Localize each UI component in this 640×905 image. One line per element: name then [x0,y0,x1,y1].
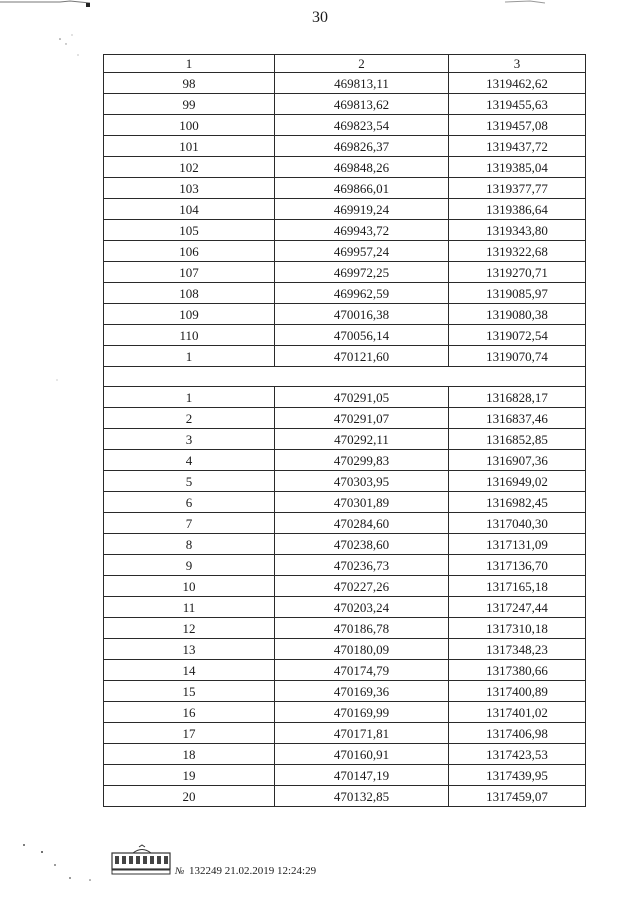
table-row [104,73,586,94]
x-coordinate-cell: 469848,26 [275,157,449,178]
header-cell: 2 [275,55,449,73]
registration-stamp-text: 132249 21.02.2019 12:24:29 [189,865,317,877]
point-number-cell: 106 [104,241,275,262]
table-row [104,304,586,325]
table-row [104,702,586,723]
x-coordinate-cell: 469866,01 [275,178,449,199]
table-row [104,576,586,597]
y-coordinate-cell: 1319377,77 [449,178,586,199]
table-row [104,262,586,283]
table-row [104,429,586,450]
y-coordinate-cell: 1319270,71 [449,262,586,283]
x-coordinate-cell: 469957,24 [275,241,449,262]
y-coordinate-cell: 1316982,45 [449,492,586,513]
table-header-row [104,55,586,73]
point-number-cell: 10 [104,576,275,597]
y-coordinate-cell: 1319080,38 [449,304,586,325]
table-row [104,325,586,346]
point-number-cell: 7 [104,513,275,534]
x-coordinate-cell: 470180,09 [275,639,449,660]
x-coordinate-cell: 470292,11 [275,429,449,450]
section-separator-cell [104,367,586,387]
y-coordinate-cell: 1319070,74 [449,346,586,367]
point-number-cell: 1 [104,387,275,408]
point-number-cell: 110 [104,325,275,346]
x-coordinate-cell: 470203,24 [275,597,449,618]
y-coordinate-cell: 1317165,18 [449,576,586,597]
registration-number-sign: № [175,866,185,877]
point-number-cell: 19 [104,765,275,786]
table-row [104,136,586,157]
y-coordinate-cell: 1319455,63 [449,94,586,115]
x-coordinate-cell: 469919,24 [275,199,449,220]
y-coordinate-cell: 1317423,53 [449,744,586,765]
table-row [104,408,586,429]
y-coordinate-cell: 1317131,09 [449,534,586,555]
point-number-cell: 107 [104,262,275,283]
table-row [104,618,586,639]
x-coordinate-cell: 469813,62 [275,94,449,115]
y-coordinate-cell: 1317459,07 [449,786,586,807]
y-coordinate-cell: 1319085,97 [449,283,586,304]
table-row [104,94,586,115]
point-number-cell: 8 [104,534,275,555]
header-cell: 3 [449,55,586,73]
x-coordinate-cell: 470147,19 [275,765,449,786]
point-number-cell: 14 [104,660,275,681]
table-row [104,681,586,702]
x-coordinate-cell: 470291,07 [275,408,449,429]
y-coordinate-cell: 1317401,02 [449,702,586,723]
table-row [104,115,586,136]
point-number-cell: 16 [104,702,275,723]
x-coordinate-cell: 470169,36 [275,681,449,702]
x-coordinate-cell: 470238,60 [275,534,449,555]
y-coordinate-cell: 1319385,04 [449,157,586,178]
x-coordinate-cell: 469826,37 [275,136,449,157]
point-number-cell: 15 [104,681,275,702]
footer [0,838,640,898]
table-row [104,346,586,367]
table-row [104,157,586,178]
table-row [104,597,586,618]
point-number-cell: 102 [104,157,275,178]
table-row [104,450,586,471]
x-coordinate-cell: 470303,95 [275,471,449,492]
x-coordinate-cell: 470160,91 [275,744,449,765]
point-number-cell: 6 [104,492,275,513]
y-coordinate-cell: 1317348,23 [449,639,586,660]
point-number-cell: 13 [104,639,275,660]
point-number-cell: 99 [104,94,275,115]
table-row [104,241,586,262]
header-cell: 1 [104,55,275,73]
x-coordinate-cell: 470016,38 [275,304,449,325]
x-coordinate-cell: 469823,54 [275,115,449,136]
point-number-cell: 104 [104,199,275,220]
y-coordinate-cell: 1319322,68 [449,241,586,262]
table-row [104,387,586,408]
table-row [104,513,586,534]
x-coordinate-cell: 470121,60 [275,346,449,367]
y-coordinate-cell: 1317136,70 [449,555,586,576]
table-row [104,471,586,492]
y-coordinate-cell: 1317406,98 [449,723,586,744]
point-number-cell: 2 [104,408,275,429]
y-coordinate-cell: 1317400,89 [449,681,586,702]
x-coordinate-cell: 469962,59 [275,283,449,304]
point-number-cell: 12 [104,618,275,639]
x-coordinate-cell: 470056,14 [275,325,449,346]
x-coordinate-cell: 470301,89 [275,492,449,513]
y-coordinate-cell: 1317310,18 [449,618,586,639]
y-coordinate-cell: 1319343,80 [449,220,586,241]
coordinates-table [103,54,586,807]
point-number-cell: 109 [104,304,275,325]
table-row [104,723,586,744]
y-coordinate-cell: 1316907,36 [449,450,586,471]
y-coordinate-cell: 1317247,44 [449,597,586,618]
x-coordinate-cell: 470291,05 [275,387,449,408]
table-row [104,220,586,241]
x-coordinate-cell: 470284,60 [275,513,449,534]
y-coordinate-cell: 1316828,17 [449,387,586,408]
point-number-cell: 98 [104,73,275,94]
building-stamp-icon [111,844,171,876]
point-number-cell: 17 [104,723,275,744]
y-coordinate-cell: 1316949,02 [449,471,586,492]
point-number-cell: 100 [104,115,275,136]
point-number-cell: 103 [104,178,275,199]
point-number-cell: 4 [104,450,275,471]
point-number-cell: 101 [104,136,275,157]
point-number-cell: 9 [104,555,275,576]
y-coordinate-cell: 1319462,62 [449,73,586,94]
x-coordinate-cell: 469943,72 [275,220,449,241]
x-coordinate-cell: 470171,81 [275,723,449,744]
table-row [104,534,586,555]
y-coordinate-cell: 1316852,85 [449,429,586,450]
point-number-cell: 5 [104,471,275,492]
page-number: 30 [312,9,328,26]
y-coordinate-cell: 1316837,46 [449,408,586,429]
table-row [104,765,586,786]
table-row [104,555,586,576]
table-row [104,492,586,513]
x-coordinate-cell: 470174,79 [275,660,449,681]
x-coordinate-cell: 470169,99 [275,702,449,723]
point-number-cell: 3 [104,429,275,450]
table-row [104,283,586,304]
table-row [104,744,586,765]
table-row [104,178,586,199]
x-coordinate-cell: 470299,83 [275,450,449,471]
x-coordinate-cell: 470236,73 [275,555,449,576]
section-separator-row [104,367,586,387]
x-coordinate-cell: 469813,11 [275,73,449,94]
table-row [104,786,586,807]
x-coordinate-cell: 470186,78 [275,618,449,639]
y-coordinate-cell: 1319386,64 [449,199,586,220]
point-number-cell: 18 [104,744,275,765]
point-number-cell: 11 [104,597,275,618]
y-coordinate-cell: 1319437,72 [449,136,586,157]
point-number-cell: 108 [104,283,275,304]
point-number-cell: 1 [104,346,275,367]
x-coordinate-cell: 470227,26 [275,576,449,597]
y-coordinate-cell: 1317380,66 [449,660,586,681]
scan-artifact-top [0,0,640,8]
table-row [104,639,586,660]
y-coordinate-cell: 1319072,54 [449,325,586,346]
y-coordinate-cell: 1317040,30 [449,513,586,534]
table-row [104,660,586,681]
point-number-cell: 20 [104,786,275,807]
x-coordinate-cell: 469972,25 [275,262,449,283]
y-coordinate-cell: 1319457,08 [449,115,586,136]
point-number-cell: 105 [104,220,275,241]
x-coordinate-cell: 470132,85 [275,786,449,807]
table-row [104,199,586,220]
y-coordinate-cell: 1317439,95 [449,765,586,786]
